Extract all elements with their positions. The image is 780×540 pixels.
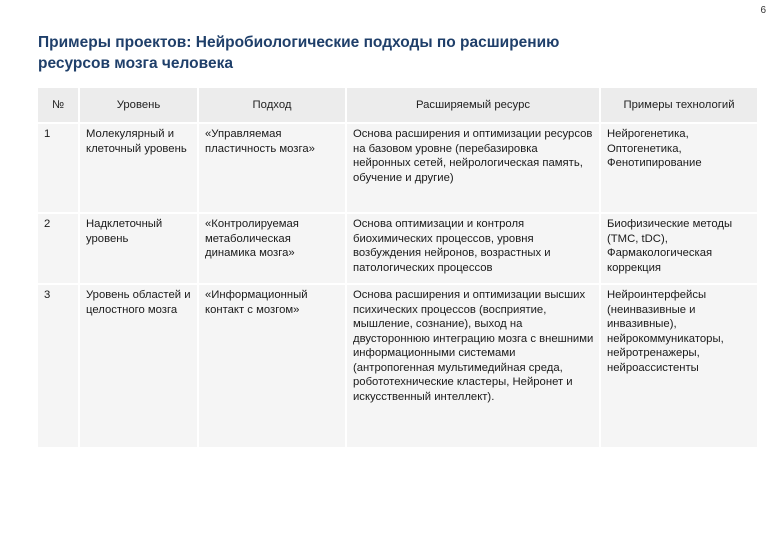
cell-level: Надклеточный уровень bbox=[78, 214, 197, 285]
header-level: Уровень bbox=[78, 88, 197, 124]
header-technologies: Примеры технологий bbox=[599, 88, 757, 124]
table-row bbox=[38, 285, 757, 449]
cell-number: 2 bbox=[38, 214, 78, 285]
cell-technologies: Биофизические методы (TMC, tDC), Фармакологическая коррекция bbox=[599, 214, 757, 285]
projects-table bbox=[38, 88, 757, 449]
table-row bbox=[38, 214, 757, 285]
header-approach: Подход bbox=[197, 88, 345, 124]
cell-technologies: Нейрогенетика, Оптогенетика, Фенотипирование bbox=[599, 124, 757, 214]
cell-resource: Основа расширения и оптимизации высших психических процессов (восприятие, мышление, сознание), выход на двустороннюю интеграцию мозга с внешними информационными системами (антропогенная мультимедийная среда, робототехнические кластеры, Нейронет и искусственный интеллект). bbox=[345, 285, 599, 449]
page-title-line-2: ресурсов мозга человека bbox=[38, 55, 233, 72]
cell-level: Уровень областей и целостного мозга bbox=[78, 285, 197, 449]
cell-approach: «Контролируемая метаболическая динамика мозга» bbox=[197, 214, 345, 285]
header-number: № bbox=[38, 88, 78, 124]
page-title-line-1: Примеры проектов: Нейробиологические подходы по расширению bbox=[38, 34, 560, 51]
page-number: 6 bbox=[760, 5, 766, 16]
header-resource: Расширяемый ресурс bbox=[345, 88, 599, 124]
cell-number: 1 bbox=[38, 124, 78, 214]
cell-technologies: Нейроинтерфейсы (неинвазивные и инвазивные), нейрокоммуникаторы, нейротренажеры, нейроассистенты bbox=[599, 285, 757, 449]
table-header-row bbox=[38, 88, 757, 124]
page-title bbox=[38, 32, 738, 74]
cell-resource: Основа оптимизации и контроля биохимических процессов, уровня возбуждения нейронов, возрастных и патологических процессов bbox=[345, 214, 599, 285]
cell-approach: «Информационный контакт с мозгом» bbox=[197, 285, 345, 449]
cell-number: 3 bbox=[38, 285, 78, 449]
cell-approach: «Управляемая пластичность мозга» bbox=[197, 124, 345, 214]
cell-level: Молекулярный и клеточный уровень bbox=[78, 124, 197, 214]
table-row bbox=[38, 124, 757, 214]
cell-resource: Основа расширения и оптимизации ресурсов на базовом уровне (перебазировка нейронных сетей, нейрологическая память, обучение и другие) bbox=[345, 124, 599, 214]
